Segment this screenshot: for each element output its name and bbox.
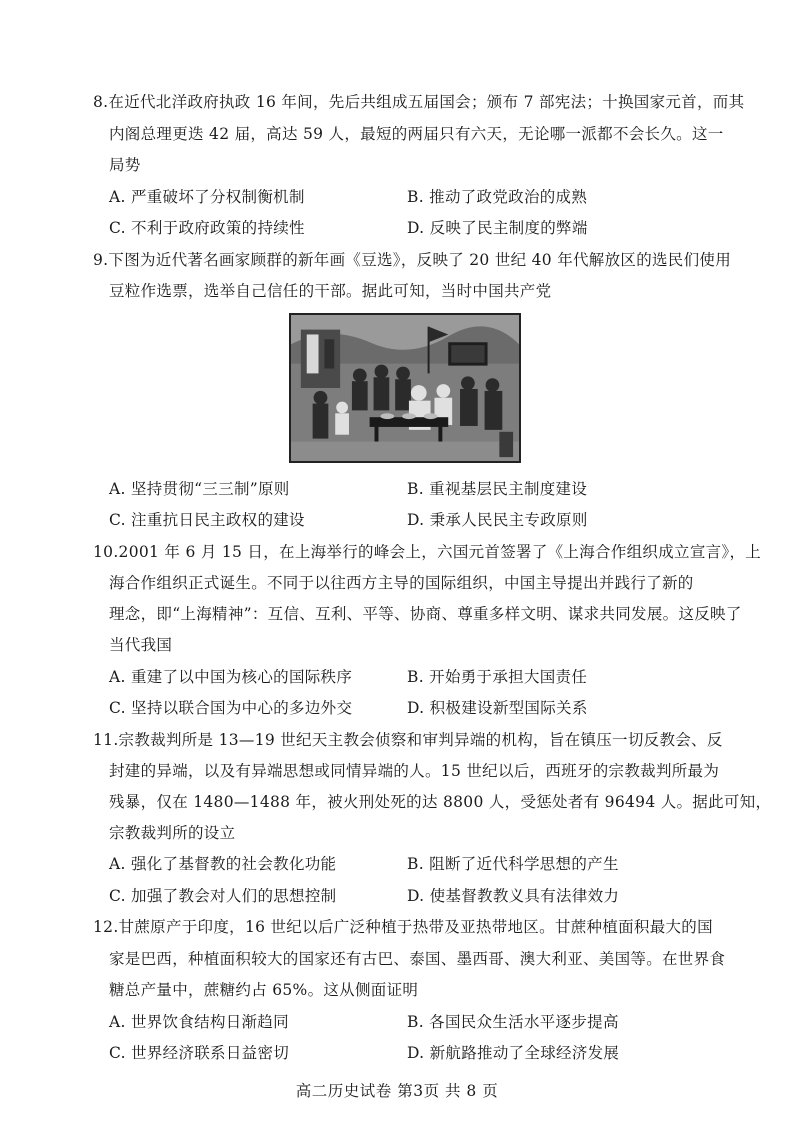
q12-option-d: D. 新航路推动了全球经济发展: [407, 1044, 620, 1062]
q12-stem-line-3: 糖总产量中，蔗糖约占 65%。这从侧面证明: [109, 981, 419, 999]
q9-option-c: C. 注重抗日民主政权的建设: [109, 511, 305, 529]
q8-option-d: D. 反映了民主制度的弊端: [407, 219, 588, 237]
q10-option-d: D. 积极建设新型国际关系: [407, 699, 588, 717]
page-footer: 高二历史试卷 第3页 共 8 页: [295, 1082, 499, 1100]
q9-stem-line-2: 豆粒作选票，选举自己信任的干部。据此可知，当时中国共产党: [109, 282, 552, 300]
q11-stem-line-4: 宗教裁判所的设立: [109, 824, 236, 842]
q11-stem-line-2: 封建的异端，以及有异端思想或同情异端的人。15 世纪以后，西班牙的宗教裁判所最为: [109, 762, 720, 780]
q11-option-b: B. 阻断了近代科学思想的产生: [407, 855, 619, 873]
q12-stem-line-1: 12.甘蔗原产于印度，16 世纪以后广泛种植于热带及亚热带地区。甘蔗种植面积最大的国: [93, 918, 713, 936]
q12-option-a: A. 世界饮食结构日渐趋同: [109, 1013, 289, 1031]
q9-stem-line-1: 9.下图为近代著名画家顾群的新年画《豆选》，反映了 20 世纪 40 年代解放区的选民们使用: [93, 251, 731, 269]
q11-option-c: C. 加强了教会对人们的思想控制: [109, 887, 337, 905]
q10-option-a: A. 重建了以中国为核心的国际秩序: [109, 668, 353, 686]
q10-stem-line-4: 当代我国: [109, 636, 173, 654]
q12-option-c: C. 世界经济联系日益密切: [109, 1044, 290, 1062]
q8-stem-line-1: 8.在近代北洋政府执政 16 年间，先后共组成五届国会；颁布 7 部宪法；十换国家元首，而其: [93, 93, 745, 111]
q11-stem-line-1: 11.宗教裁判所是 13—19 世纪天主教会侦察和审判异端的机构，旨在镇压一切反教会、反: [93, 731, 723, 749]
q8-option-b: B. 推动了政党政治的成熟: [407, 188, 588, 206]
q11-option-d: D. 使基督教教义具有法律效力: [407, 887, 620, 905]
q11-option-a: A. 强化了基督教的社会教化功能: [109, 855, 337, 873]
q8-option-c: C. 不利于政府政策的持续性: [109, 219, 305, 237]
q9-option-d: D. 秉承人民民主专政原则: [407, 511, 588, 529]
q12-stem-line-2: 家是巴西，种植面积较大的国家还有古巴、泰国、墨西哥、澳大利亚、美国等。在世界食: [109, 950, 726, 968]
q10-stem-line-1: 10.2001 年 6 月 15 日，在上海举行的峰会上，六国元首签署了《上海合作组织成立宣言》，上: [93, 543, 762, 561]
q10-option-b: B. 开始勇于承担大国责任: [407, 668, 588, 686]
q9-option-a: A. 坚持贯彻“三三制”原则: [109, 480, 290, 498]
q8-option-a: A. 严重破坏了分权制衡机制: [109, 188, 305, 206]
bean-vote-painting-image: [289, 313, 521, 463]
q9-option-b: B. 重视基层民主制度建设: [407, 480, 588, 498]
q10-stem-line-3: 理念，即“上海精神”：互信、互利、平等、协商、尊重多样文明、谋求共同发展。这反映了: [109, 605, 742, 623]
q12-option-b: B. 各国民众生活水平逐步提高: [407, 1013, 619, 1031]
q8-stem-line-2: 内阁总理更迭 42 届，高达 59 人，最短的两届只有六天，无论哪一派都不会长久。这一: [109, 125, 724, 143]
q10-stem-line-2: 海合作组织正式诞生。不同于以往西方主导的国际组织，中国主导提出并践行了新的: [109, 574, 694, 592]
q10-option-c: C. 坚持以联合国为中心的多边外交: [109, 699, 353, 717]
q11-stem-line-3: 残暴，仅在 1480—1488 年，被火刑处死的达 8800 人，受惩处者有 96494 人。据此可知，: [109, 793, 772, 811]
q8-stem-line-3: 局势: [109, 156, 141, 174]
